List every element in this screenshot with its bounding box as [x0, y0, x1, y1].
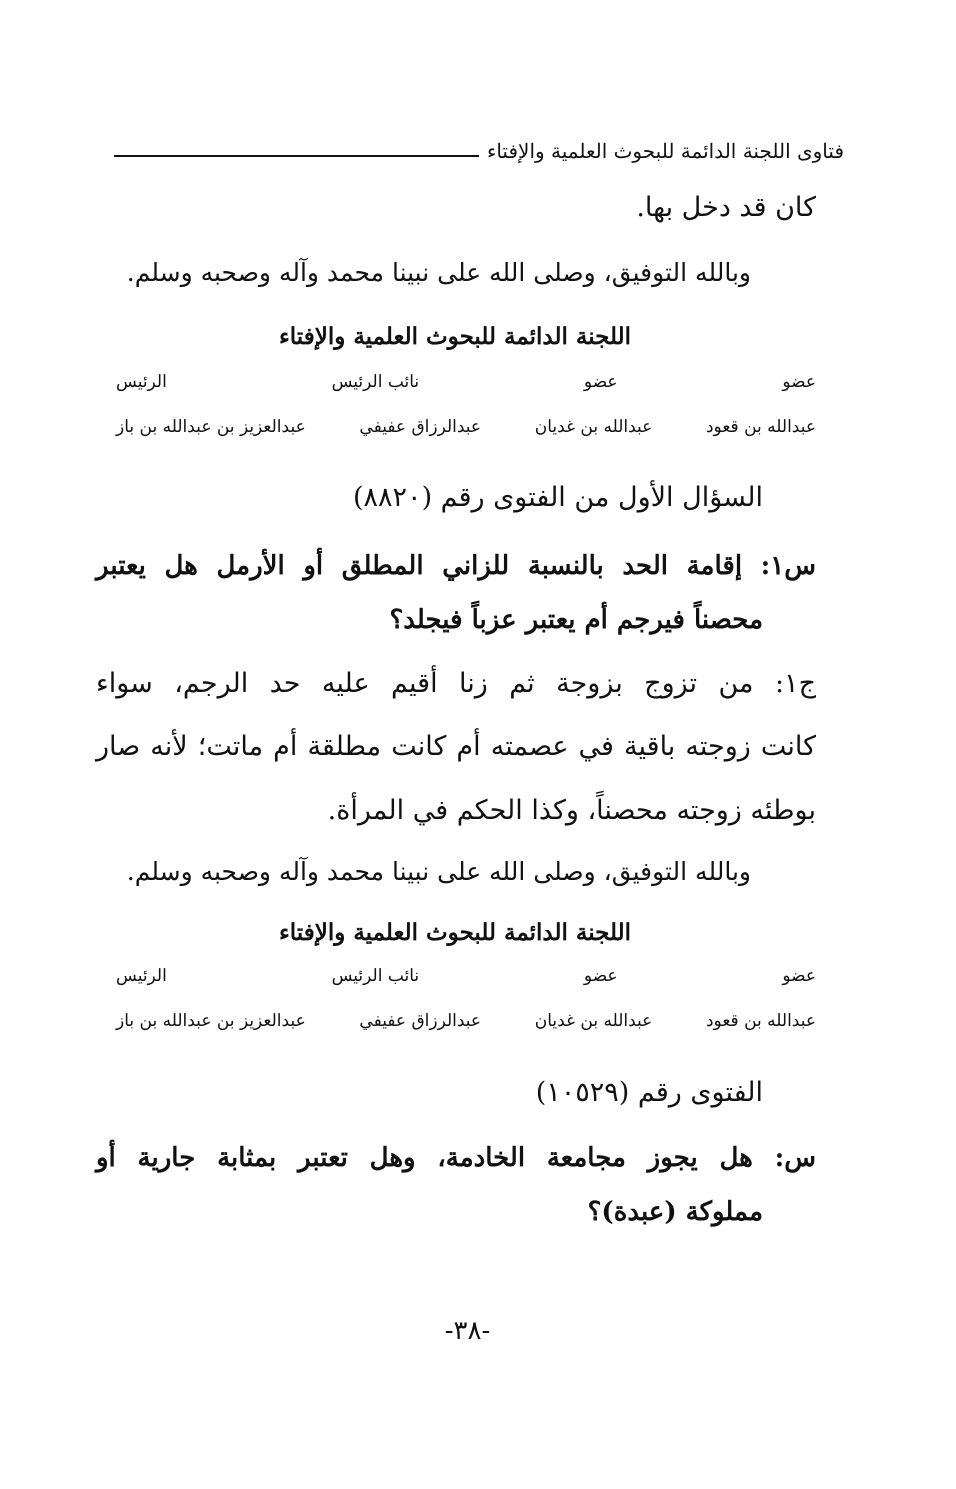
signatory-name: عبدالعزيز بن عبدالله بن باز — [116, 1011, 306, 1031]
question-1-line-1: س١: إقامة الحد بالنسبة للزاني المطلق أو الأرمل هل يعتبر — [96, 551, 816, 581]
signatory-name: عبدالرزاق عفيفي — [359, 1011, 482, 1031]
question-1-line-2: محصناً فيرجم أم يعتبر عزباً فيجلد؟ — [389, 605, 763, 635]
signatory-title: عضو — [782, 372, 816, 392]
running-header — [114, 131, 844, 171]
fatwa-heading-2: الفتوى رقم (١٠٥٢٩) — [535, 1077, 763, 1108]
signatory-names-2 — [116, 1011, 816, 1031]
signatory-name: عبدالله بن غديان — [534, 417, 653, 437]
header-rule — [114, 155, 479, 157]
committee-name-1: اللجنة الدائمة للبحوث العلمية والإفتاء — [278, 323, 632, 350]
signatory-name: عبدالله بن غديان — [534, 1011, 653, 1031]
page-number: -٣٨- — [444, 1316, 491, 1346]
signatory-titles-2 — [116, 966, 816, 986]
signatory-title: نائب الرئيس — [331, 966, 420, 986]
closing-text-2: وبالله التوفيق، وصلى الله على نبينا محمد وآله وصحبه وسلم. — [126, 857, 751, 886]
fatwa-heading-1: السؤال الأول من الفتوى رقم (٨٨٢٠) — [353, 482, 763, 513]
signatory-title: عضو — [782, 966, 816, 986]
signatory-title: الرئيس — [116, 966, 167, 986]
signatory-name: عبدالعزيز بن عبدالله بن باز — [116, 417, 306, 437]
signatory-title: عضو — [583, 372, 618, 392]
signatory-titles-1 — [116, 372, 816, 392]
signatory-title: عضو — [583, 966, 618, 986]
answer-1-line-2: كانت زوجته باقية في عصمته أم كانت مطلقة أم ماتت؛ لأنه صار — [96, 731, 816, 762]
header-title: فتاوى اللجنة الدائمة للبحوث العلمية والإفتاء — [486, 139, 844, 163]
signatory-title: نائب الرئيس — [331, 372, 420, 392]
committee-name-2: اللجنة الدائمة للبحوث العلمية والإفتاء — [278, 919, 632, 946]
continuation-text: كان قد دخل بها. — [636, 192, 816, 223]
signatory-title: الرئيس — [116, 372, 167, 392]
signatory-name: عبدالله بن قعود — [705, 1011, 816, 1031]
signatory-name: عبدالله بن قعود — [705, 417, 816, 437]
answer-1-line-3: بوطئه زوجته محصناً، وكذا الحكم في المرأة. — [327, 795, 816, 826]
closing-text-1: وبالله التوفيق، وصلى الله على نبينا محمد وآله وصحبه وسلم. — [126, 258, 751, 287]
signatory-name: عبدالرزاق عفيفي — [359, 417, 482, 437]
signatory-names-1 — [116, 417, 816, 437]
answer-1-line-1: ج١: من تزوج بزوجة ثم زنا أقيم عليه حد الرجم، سواء — [96, 668, 816, 699]
question-2-line-1: س: هل يجوز مجامعة الخادمة، وهل تعتبر بمثابة جارية أو — [96, 1143, 816, 1173]
question-2-line-2: مملوكة (عبدة)؟ — [587, 1197, 763, 1227]
